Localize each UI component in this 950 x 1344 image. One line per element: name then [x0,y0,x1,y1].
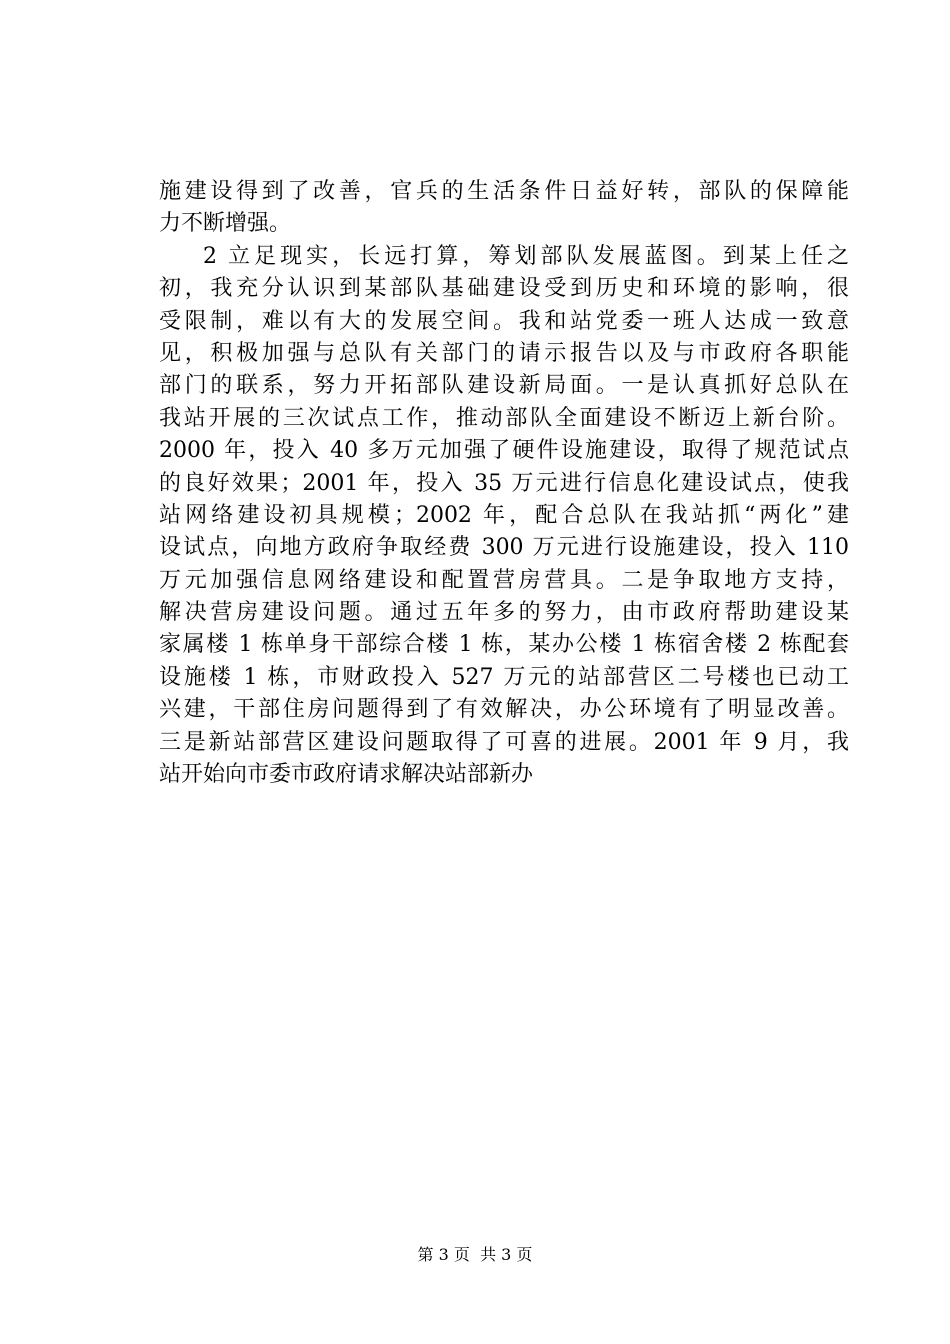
text-line: 2000 年，投入 40 多万元加强了硬件设施建设，取得了规范试点 [159,438,849,464]
text-line: 力不断增强。 [159,211,292,237]
text-line: 家属楼 1 栋单身干部综合楼 1 栋，某办公楼 1 栋宿舍楼 2 栋配套 [159,632,849,658]
text-line: 站网络建设初具规模；2002 年，配合总队在我站抓“两化”建 [159,502,849,528]
text-line: 万元加强信息网络建设和配置营房营具。二是争取地方支持， [159,567,849,593]
text-line: 施建设得到了改善，官兵的生活条件日益好转，部队的保障能 [159,179,849,204]
text-line: 三是新站部营区建设问题取得了可喜的进展。2001 年 9 月，我 [159,729,849,755]
text-line: 兴建，干部住房问题得到了有效解决，办公环境有了明显改善。 [159,697,849,723]
text-line: 设施楼 1 栋，市财政投入 527 万元的站部营区二号楼也已动工 [159,664,849,690]
text-line: 设试点，向地方政府争取经费 300 万元进行设施建设，投入 110 [159,535,849,561]
text-line: 见，积极加强与总队有关部门的请示报告以及与市政府各职能 [159,340,849,366]
page-footer [0,1244,950,1266]
text-line: 我站开展的三次试点工作，推动部队全面建设不断迈上新台阶。 [159,405,849,431]
body-text [159,176,849,791]
text-line: 站开始向市委市政府请求解决站部新办 [159,762,534,788]
paragraph-start-line: 2 立足现实，长远打算，筹划部队发展蓝图。到某上任之 [203,243,849,269]
text-line: 的良好效果；2001 年，投入 35 万元进行信息化建设试点，使我 [159,470,849,496]
text-line: 解决营房建设问题。通过五年多的努力，由市政府帮助建设某 [159,600,849,626]
page-number-label: 第 3 页 共 3 页 [417,1245,533,1264]
text-line: 受限制，难以有大的发展空间。我和站党委一班人达成一致意 [159,308,849,334]
text-line: 部门的联系，努力开拓部队建设新局面。一是认真抓好总队在 [159,373,849,399]
text-line: 初，我充分认识到某部队基础建设受到历史和环境的影响，很 [159,276,849,302]
